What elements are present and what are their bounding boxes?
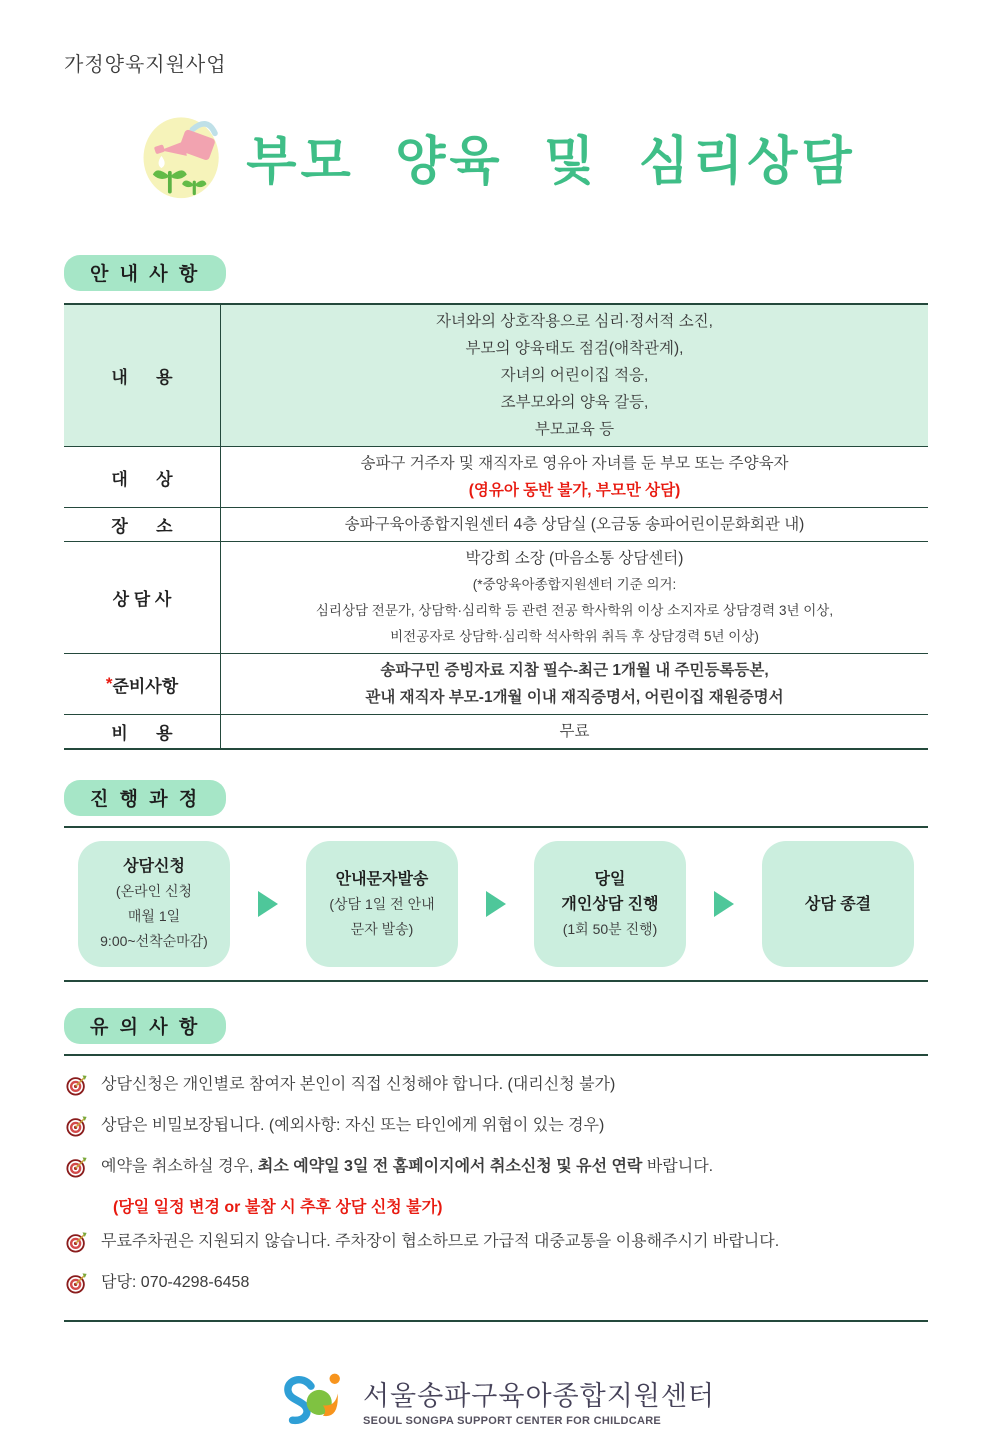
flow-step-subtext: 매월 1일 bbox=[127, 908, 181, 924]
notes-section bbox=[64, 1008, 928, 1322]
row-content bbox=[221, 654, 928, 714]
notes-section-heading: 유 의 사 항 bbox=[64, 1008, 226, 1044]
row-content bbox=[221, 508, 928, 541]
org-logo-icon bbox=[277, 1368, 351, 1433]
flow-arrow-icon bbox=[258, 891, 278, 917]
flow-step-title: 상담 종결 bbox=[804, 895, 872, 913]
note-text bbox=[101, 1113, 926, 1138]
content-line: 박강희 소장 (마음소통 상담센터) bbox=[465, 550, 684, 567]
content-line: 자녀의 어린이집 적응, bbox=[500, 367, 649, 384]
flow-step-box bbox=[78, 841, 230, 967]
program-label: 가정양육지원사업 bbox=[64, 54, 227, 76]
notes-list bbox=[64, 1054, 928, 1322]
row-label-text: 내 용 bbox=[111, 368, 173, 387]
note-text bbox=[101, 1270, 926, 1295]
page-title: 부모 양육 및 심리상담 bbox=[246, 132, 856, 191]
title-row bbox=[64, 103, 928, 209]
required-asterisk: * bbox=[105, 674, 113, 693]
note-text bbox=[101, 1229, 926, 1254]
process-section bbox=[64, 780, 928, 982]
flow-step-subtext: (1회 50분 진행) bbox=[562, 920, 658, 937]
note-text bbox=[101, 1154, 926, 1179]
row-label bbox=[64, 508, 221, 541]
flow-step-title: 당일 bbox=[594, 870, 626, 888]
note-text-segment: 담당: 070-4298-6458 bbox=[101, 1274, 250, 1291]
content-line: 비전공자로 상담학·심리학 석사학위 취득 후 상담경력 5년 이상) bbox=[390, 629, 759, 644]
note-item bbox=[66, 1154, 926, 1186]
content-line: 심리상담 전문가, 상담학·심리학 등 관련 전공 학사학위 이상 소지자로 상담경력 3년 이상, bbox=[315, 603, 834, 618]
note-item bbox=[66, 1072, 926, 1104]
content-line: 송파구육아종합지원센터 4층 상담실 (오금동 송파어린이문화회관 내) bbox=[344, 516, 805, 533]
flow-step-subtext: (상담 1일 전 안내 bbox=[329, 895, 435, 912]
info-table bbox=[64, 303, 928, 750]
flow-step-subtext: 문자 발송) bbox=[350, 920, 414, 937]
row-label bbox=[64, 447, 221, 507]
row-label bbox=[64, 542, 221, 653]
row-label-text: 비 용 bbox=[111, 724, 173, 743]
row-content bbox=[221, 447, 928, 507]
dart-target-icon bbox=[66, 1156, 88, 1186]
flow-step-box bbox=[762, 841, 914, 967]
content-line: 부모의 양육태도 점검(애착관계), bbox=[465, 340, 684, 357]
info-table-row bbox=[64, 507, 928, 541]
content-line: 송파구 거주자 및 재직자로 영유아 자녀를 둔 부모 또는 주양육자 bbox=[360, 455, 789, 472]
org-name-english: SEOUL SONGPA SUPPORT CENTER FOR CHILDCARE bbox=[362, 1415, 662, 1427]
content-line: 무료 bbox=[559, 723, 590, 740]
flow-arrow-icon bbox=[714, 891, 734, 917]
flow-step-title: 개인상담 진행 bbox=[561, 895, 659, 913]
flow-step-box bbox=[534, 841, 686, 967]
note-text-segment: 상담은 비밀보장됩니다. (예외사항: 자신 또는 타인에게 위협이 있는 경우) bbox=[101, 1117, 605, 1134]
dart-target-icon bbox=[66, 1231, 88, 1261]
flow-step-title: 상담신청 bbox=[123, 858, 185, 875]
content-line: 부모교육 등 bbox=[534, 421, 615, 438]
content-line: 자녀와의 상호작용으로 심리·정서적 소진, bbox=[436, 313, 713, 330]
footer bbox=[64, 1368, 928, 1433]
note-text-segment: 예약을 취소하실 경우, bbox=[101, 1158, 258, 1175]
watering-can-icon bbox=[136, 107, 230, 206]
row-label-text: 준비사항 bbox=[112, 676, 179, 696]
row-content bbox=[221, 715, 928, 748]
row-label bbox=[64, 715, 221, 748]
note-text-segment: 바랍니다. bbox=[642, 1158, 714, 1175]
process-section-heading: 진 행 과 정 bbox=[64, 780, 226, 816]
org-name-korean: 서울송파구육아종합지원센터 bbox=[362, 1381, 716, 1411]
row-label bbox=[64, 305, 221, 446]
dart-target-icon bbox=[66, 1272, 88, 1302]
info-section-heading: 안 내 사 항 bbox=[64, 255, 226, 291]
content-line: 관내 재직자 부모-1개월 이내 재직증명서, 어린이집 재원증명서 bbox=[365, 689, 784, 706]
note-text-segment: 상담신청은 개인별로 참여자 본인이 직접 신청해야 합니다. (대리신청 불가) bbox=[101, 1076, 616, 1093]
flow-step-title: 안내문자발송 bbox=[335, 870, 429, 888]
flow-step-subtext: (온라인 신청 bbox=[115, 883, 193, 899]
info-table-row bbox=[64, 305, 928, 446]
note-item bbox=[66, 1270, 926, 1302]
content-line: (*중앙육아종합지원센터 기준 의거: bbox=[472, 577, 677, 592]
note-text-segment: 최소 예약일 3일 전 홈페이지에서 취소신청 및 유선 연락 bbox=[257, 1158, 643, 1175]
flow-step-subtext: 9:00~선착순마감) bbox=[100, 933, 208, 949]
row-content bbox=[221, 542, 928, 653]
content-line: 송파구민 증빙자료 지참 필수-최근 1개월 내 주민등록등본, bbox=[380, 662, 769, 679]
note-item bbox=[66, 1229, 926, 1261]
content-line: 조부모와의 양육 갈등, bbox=[500, 394, 649, 411]
info-table-row bbox=[64, 714, 928, 748]
row-label bbox=[64, 654, 221, 714]
note-text bbox=[101, 1072, 926, 1097]
row-label-text: 대 상 bbox=[111, 469, 173, 489]
info-section bbox=[64, 255, 928, 750]
row-label-text: 장 소 bbox=[111, 517, 173, 536]
note-item bbox=[66, 1113, 926, 1145]
note-text-segment: 무료주차권은 지원되지 않습니다. 주차장이 협소하므로 가급적 대중교통을 이용해주시기 바랍니다. bbox=[101, 1233, 780, 1250]
process-flow bbox=[64, 826, 928, 982]
flow-step-box bbox=[306, 841, 458, 967]
row-label-text: 상 담 사 bbox=[112, 590, 172, 609]
dart-target-icon bbox=[66, 1115, 88, 1145]
info-table-row bbox=[64, 653, 928, 714]
dart-target-icon bbox=[66, 1074, 88, 1104]
content-line: (영유아 동반 불가, 부모만 상담) bbox=[468, 482, 681, 499]
org-names bbox=[363, 1374, 715, 1427]
flow-arrow-icon bbox=[486, 891, 506, 917]
note-subline: (당일 일정 변경 or 불참 시 추후 상담 신청 불가) bbox=[113, 1199, 443, 1216]
info-table-row bbox=[64, 446, 928, 507]
row-content bbox=[221, 305, 928, 446]
info-table-row bbox=[64, 541, 928, 653]
